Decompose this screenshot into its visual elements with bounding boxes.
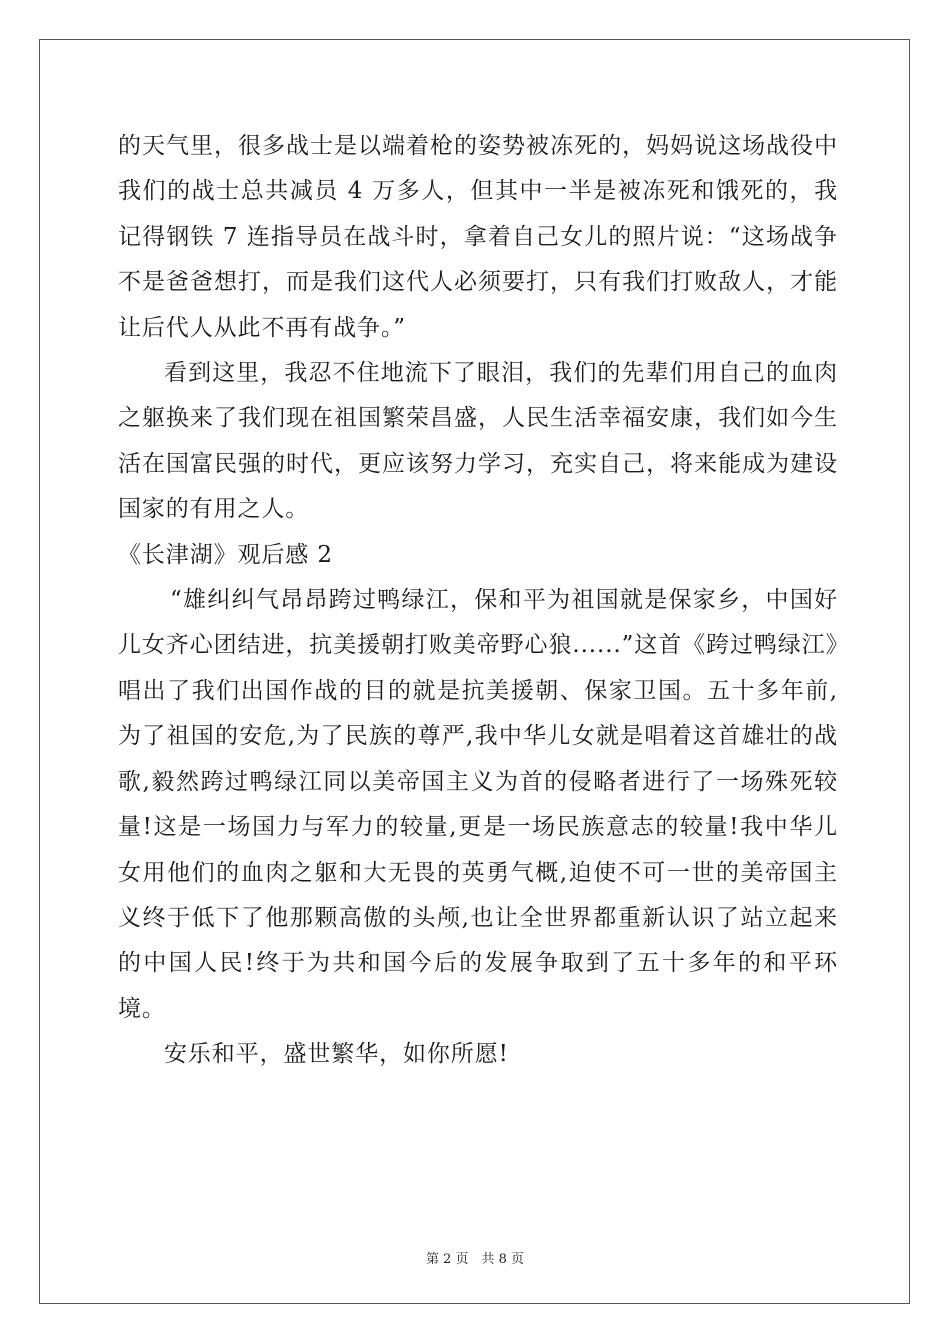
document-body xyxy=(118,124,838,1078)
paragraph-continuation: 的天气里，很多战士是以端着枪的姿势被冻死的，妈妈说这场战役中我们的战士总共减员 4 万多人，但其中一半是被冻死和饿死的，我记得钢铁 7 连指导员在战斗时，拿着自己女儿的照片说：“这场战争不是爸爸想打，而是我们这代人必须要打，只有我们打败敌人，才能让后代人从此不再有战争。” xyxy=(118,133,838,341)
paragraph-closing: 安乐和平，盛世繁华，如你所愿! xyxy=(164,1041,509,1068)
section-title: 《长津湖》观后感 2 xyxy=(118,541,333,568)
paragraph-reflection: 看到这里，我忍不住地流下了眼泪，我们的先辈们用自己的血肉之躯换来了我们现在祖国繁荣昌盛，人民生活幸福安康，我们如今生活在国富民强的时代，更应该努力学习，充实自己，将来能成为建设国家的有用之人。 xyxy=(118,360,838,523)
paragraph-song-quote: “雄纠纠气昂昂跨过鸭绿江，保和平为祖国就是保家乡，中国好儿女齐心团结进，抗美援朝打败美帝野心狼......”这首《跨过鸭绿江》唱出了我们出国作战的目的就是抗美援朝、保家卫国。五十多年前,为了祖国的安危,为了民族的尊严,我中华儿女就是唱着这首雄壮的战歌,毅然跨过鸭绿江同以美帝国主义为首的侵略者进行了一场殊死较量!这是一场国力与军力的较量,更是一场民族意志的较量!我中华儿女用他们的血肉之躯和大无畏的英勇气概,迫使不可一世的美帝国主义终于低下了他那颗高傲的头颅,也让全世界都重新认识了站立起来的中国人民!终于为共和国今后的发展争取到了五十多年的和平环境。 xyxy=(118,587,838,1022)
page-number: 第 2 页 共 8 页 xyxy=(425,1252,525,1267)
